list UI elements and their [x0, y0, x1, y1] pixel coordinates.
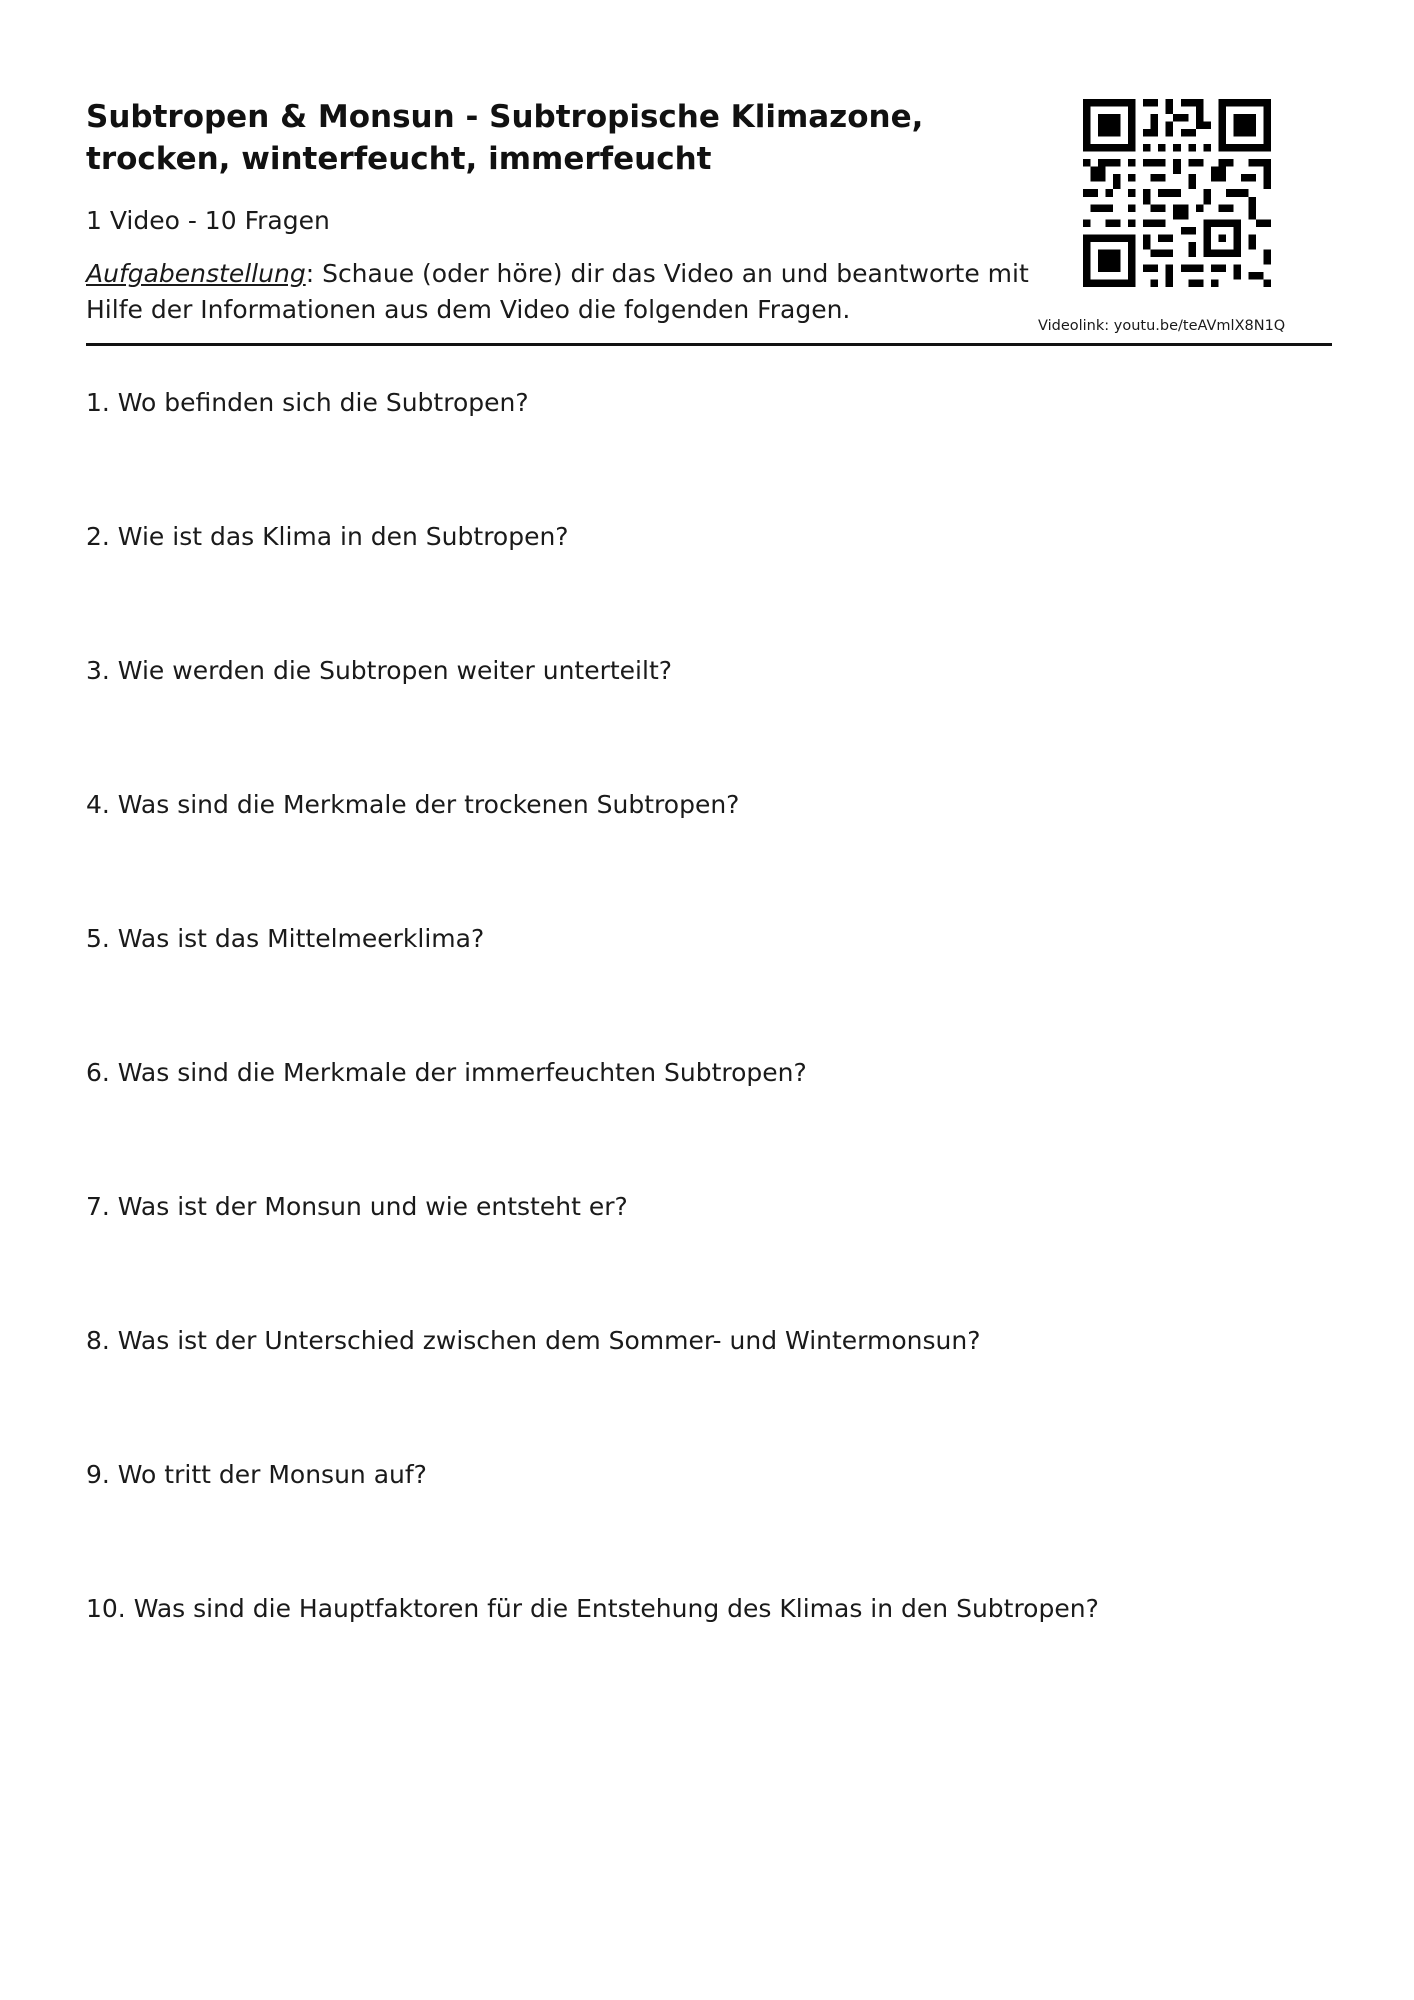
header-divider: [86, 343, 1332, 346]
worksheet-header: [86, 96, 1330, 344]
question-item: 9. Wo tritt der Monsun auf?: [86, 1460, 427, 1489]
instruction-text: : Schaue (oder höre) dir das Video an und beantworte mit Hilfe der Informationen aus dem Video die folgenden Fragen.: [86, 259, 1029, 324]
question-item: 10. Was sind die Hauptfaktoren für die Entstehung des Klimas in den Subtropen?: [86, 1594, 1099, 1623]
instruction-label: Aufgabenstellung: [86, 259, 306, 288]
question-item: 6. Was sind die Merkmale der immerfeuchten Subtropen?: [86, 1058, 807, 1087]
qr-code[interactable]: [1083, 99, 1271, 287]
worksheet-subtitle: 1 Video - 10 Fragen: [86, 206, 330, 235]
question-list: [86, 386, 1330, 1726]
video-link-text[interactable]: Videolink: youtu.be/teAVmlX8N1Q: [1038, 318, 1286, 334]
question-item: 8. Was ist der Unterschied zwischen dem Sommer- und Wintermonsun?: [86, 1326, 981, 1355]
question-item: 5. Was ist das Mittelmeerklima?: [86, 924, 485, 953]
question-item: 3. Wie werden die Subtropen weiter unterteilt?: [86, 656, 673, 685]
qr-code-block: [1038, 96, 1330, 340]
task-instruction: [86, 256, 1036, 328]
question-item: 4. Was sind die Merkmale der trockenen Subtropen?: [86, 790, 740, 819]
question-item: 7. Was ist der Monsun und wie entsteht er?: [86, 1192, 628, 1221]
question-item: 2. Wie ist das Klima in den Subtropen?: [86, 522, 569, 551]
question-item: 1. Wo befinden sich die Subtropen?: [86, 388, 529, 417]
worksheet-title: Subtropen & Monsun - Subtropische Klimazone, trocken, winterfeucht, immerfeucht: [86, 99, 924, 177]
